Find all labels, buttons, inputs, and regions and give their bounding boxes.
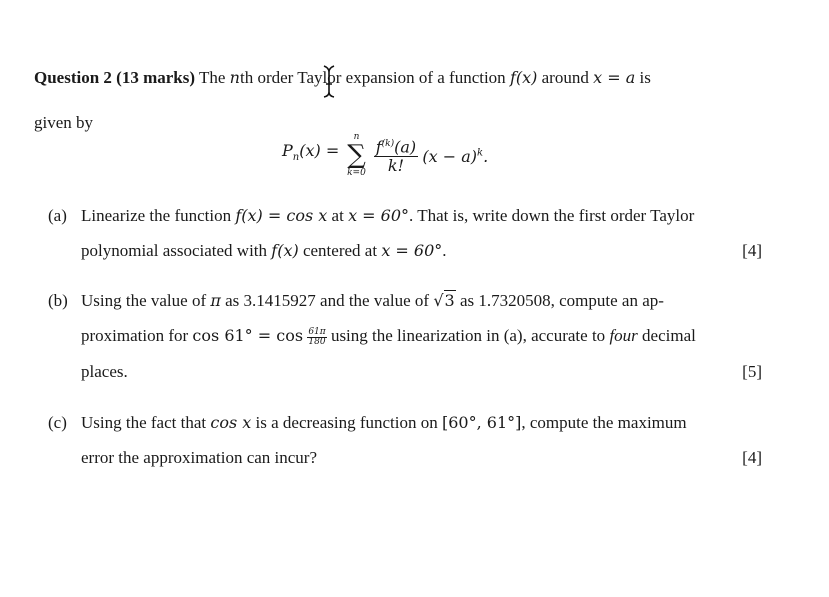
summation-symbol: n ∑ k=0 [343, 132, 369, 178]
formula-lhs-arg: (x) = [299, 141, 340, 161]
var-n: n [229, 68, 240, 87]
part-c-text-1: Using the fact that [81, 413, 207, 432]
part-c-text-3: , compute the maximum [521, 413, 687, 432]
part-c-math-1: cos x [210, 413, 252, 432]
part-a-text-5: centered at [302, 241, 378, 260]
part-a-text-6: . [442, 241, 447, 260]
part-c-label: (c) [48, 413, 67, 432]
part-c-line-2: error the approximation can incur? [81, 448, 318, 467]
part-b-math-1: cos 61° = cos [192, 326, 304, 345]
math-x-eq-a: x = a [593, 68, 636, 87]
part-a-text-4: polynomial associated with [81, 241, 268, 260]
sqrt-symbol: √3 [433, 291, 455, 310]
part-b-emphasis: four [609, 326, 638, 345]
intro-text-c: around [541, 68, 589, 87]
part-a-text-2: at [331, 206, 344, 225]
part-b-label: (b) [48, 291, 68, 310]
formula-lhs: P [282, 141, 293, 161]
part-a-math-4: x = 60° [381, 241, 443, 260]
math-fx: f(x) [509, 68, 538, 87]
part-b-text-1: Using the value of [81, 291, 207, 310]
frac-den: k! [387, 156, 404, 176]
formula-fraction [374, 135, 418, 175]
frac-num-arg: (a) [394, 137, 417, 157]
sum-upper: n [353, 132, 360, 142]
part-c-line-1 [81, 412, 687, 434]
part-b-line-3: places. [81, 362, 128, 381]
sqrt-radicand: 3 [444, 291, 455, 310]
part-b-text-5: using the linearization in (a), accurate to [330, 326, 606, 345]
part-a-math-1: f(x) = cos x [235, 206, 328, 225]
intro-text-d: is [639, 68, 651, 87]
formula-lhs-sub: n [292, 152, 300, 164]
frac-num-sup: (k) [381, 138, 395, 149]
part-a-line-1 [81, 205, 694, 227]
part-b-text-4: proximation for [81, 326, 189, 345]
part-b-fraction [307, 328, 326, 347]
part-b-pi: π [210, 291, 221, 310]
part-a-math-2: x = 60° [348, 206, 410, 225]
part-b-line-1 [81, 290, 664, 312]
part-a-line-2 [81, 240, 447, 262]
question-intro-line [34, 67, 651, 89]
intro-text-b: th order Taylor expansion of a function [239, 68, 506, 87]
frac-num-f: f [375, 137, 382, 157]
part-a-label: (a) [48, 206, 67, 225]
part-b-frac-num: 61π [308, 326, 326, 337]
part-b-text-2: as 3.1415927 and the value of [225, 291, 430, 310]
part-b-line-2 [81, 325, 696, 347]
part-b-text-6: decimal [642, 326, 696, 345]
part-a-marks: [4] [742, 241, 762, 260]
part-a-text-3: . That is, write down the first order Taylor [409, 206, 695, 225]
intro-line-2: given by [34, 113, 94, 132]
part-a-text-1: Linearize the function [81, 206, 232, 225]
formula-tail: (x − a) [422, 146, 478, 166]
text-cursor-icon [322, 64, 336, 98]
part-c-math-2: [60°, 61°] [442, 413, 522, 432]
part-b-marks: [5] [742, 362, 762, 381]
question-heading: Question 2 (13 marks) [34, 68, 196, 87]
part-c-marks: [4] [742, 448, 762, 467]
part-b-text-3: as 1.7320508, compute an ap- [459, 291, 664, 310]
taylor-formula [282, 132, 488, 192]
intro-text-a: The [198, 68, 226, 87]
formula-end: . [483, 146, 489, 166]
part-b-frac-den: 180 [308, 336, 326, 347]
sum-lower: k=0 [347, 168, 366, 178]
formula-tail-sup: k [477, 147, 484, 159]
part-c-text-2: is a decreasing function on [255, 413, 438, 432]
part-a-math-3: f(x) [271, 241, 299, 260]
